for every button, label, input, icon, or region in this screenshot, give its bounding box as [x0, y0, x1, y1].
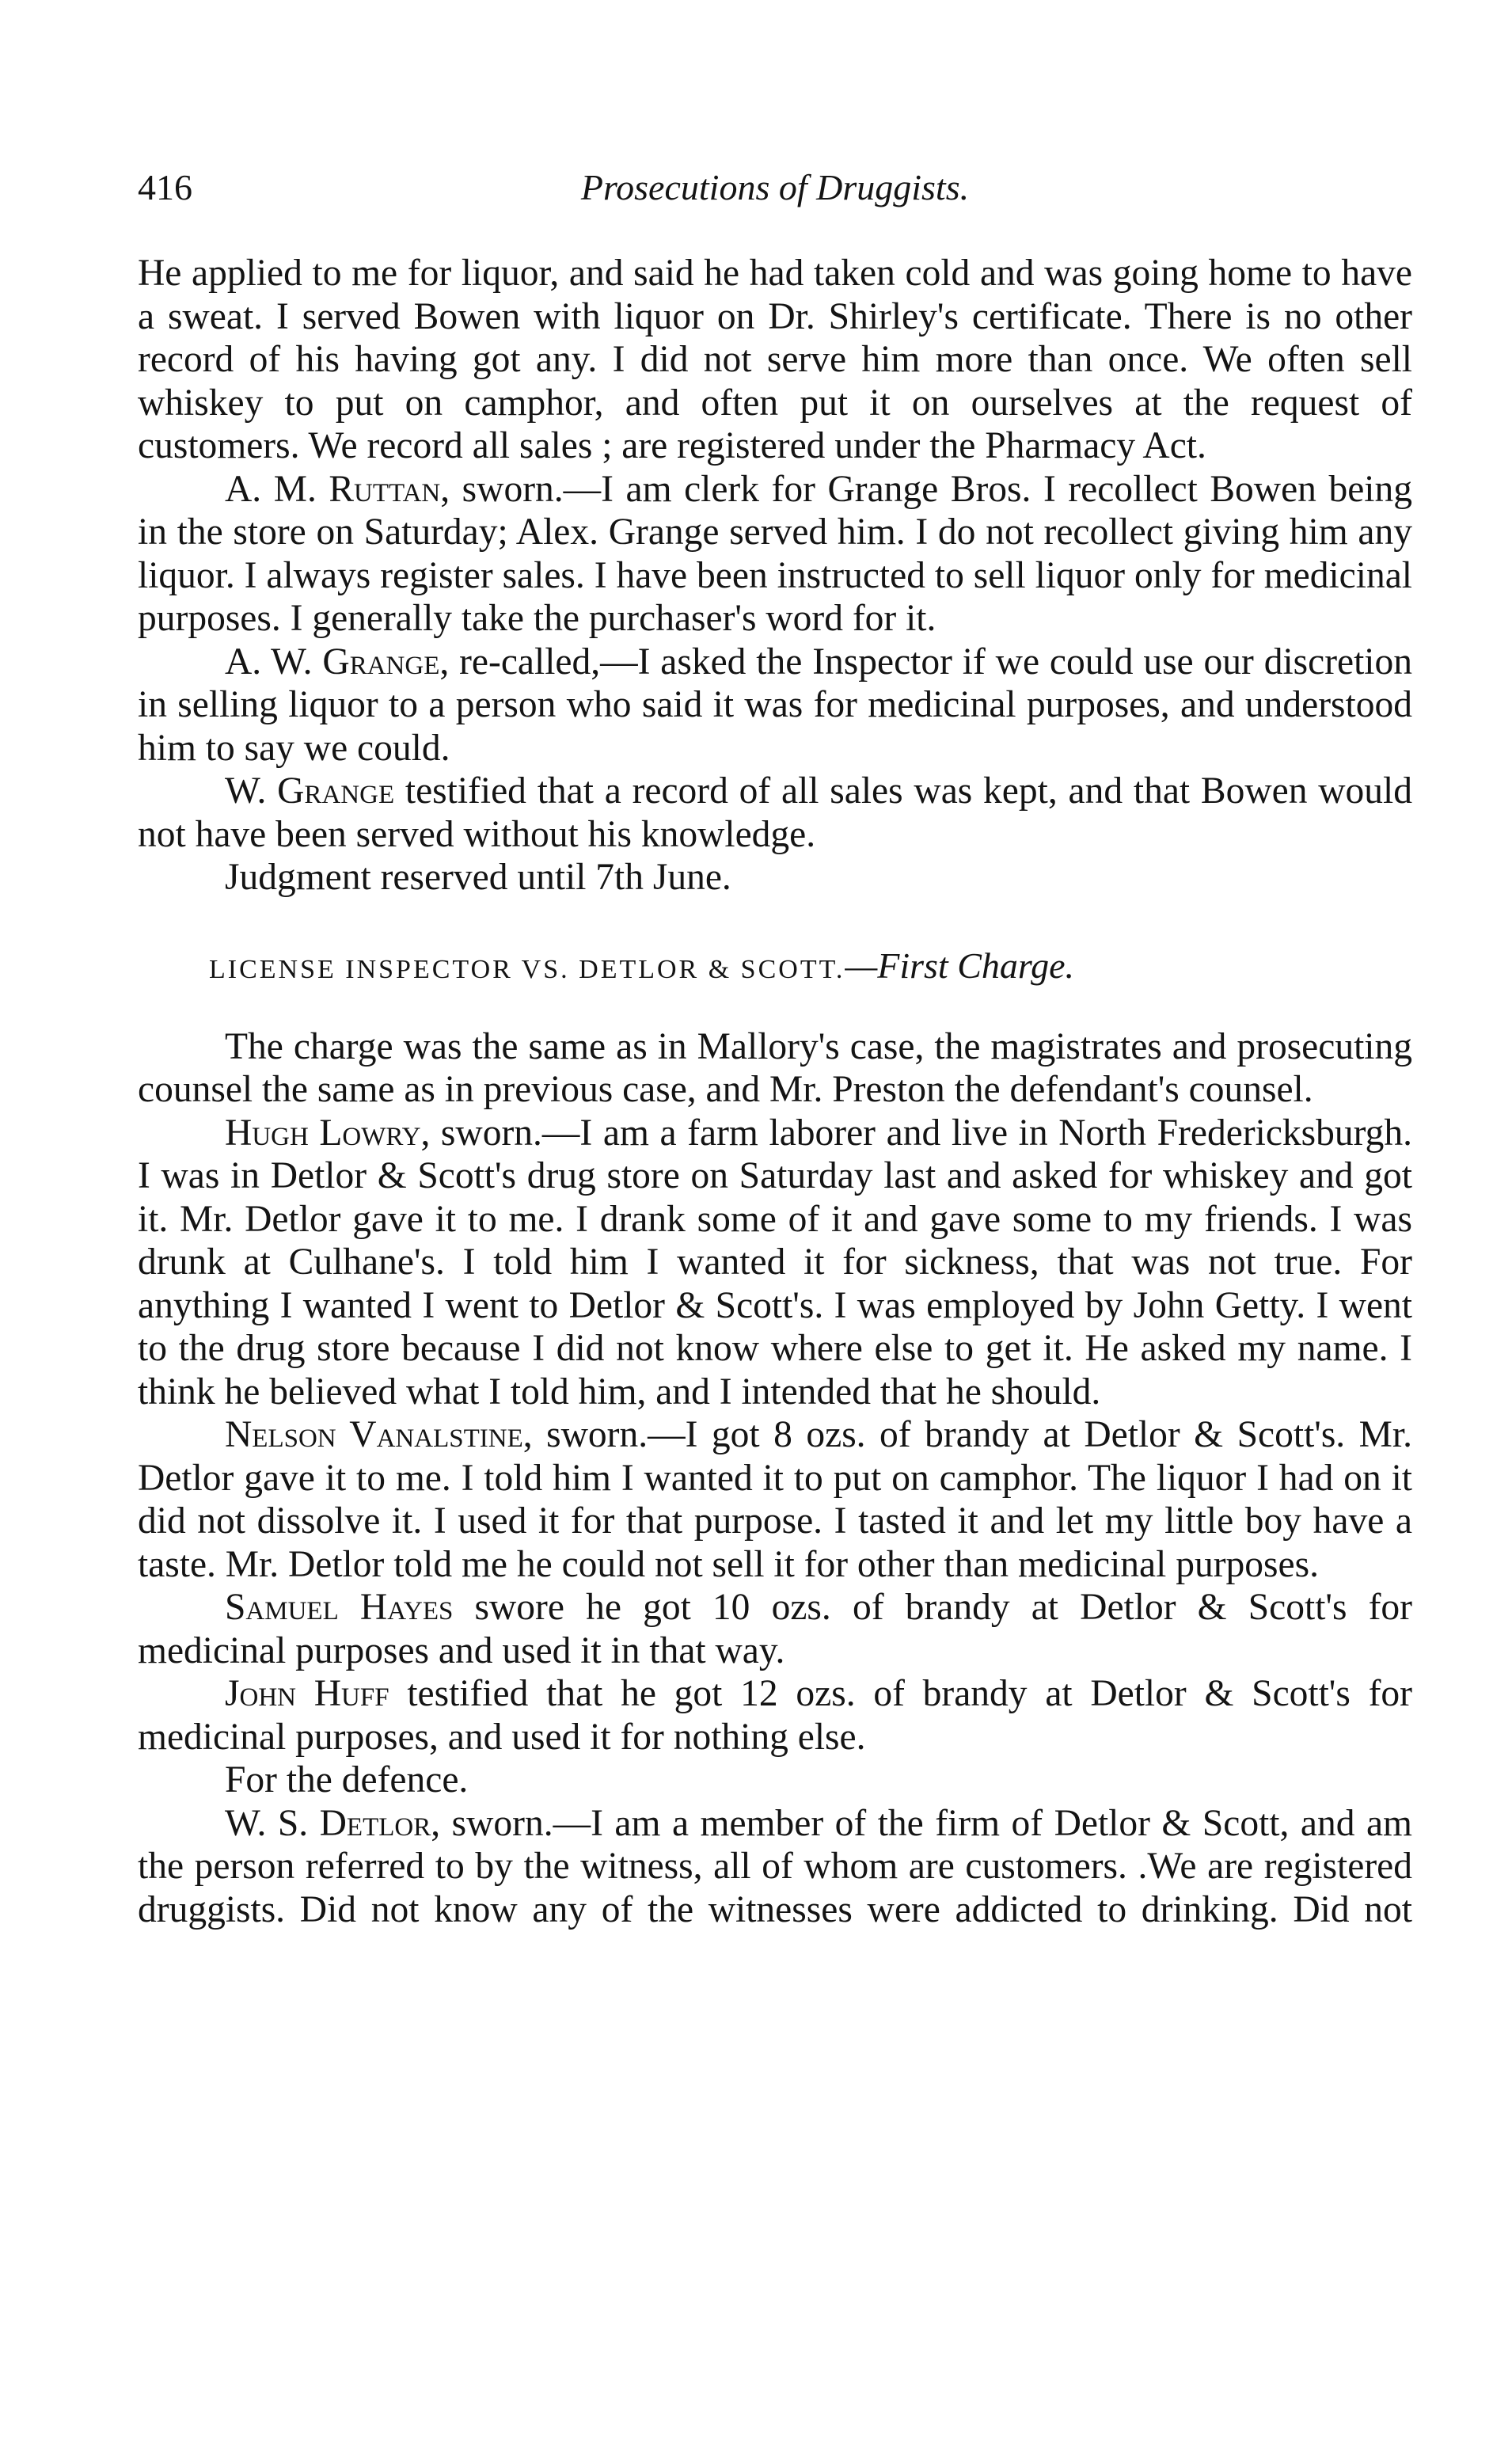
- paragraph-judgment: [138, 856, 1412, 899]
- paragraph-defence: [138, 1759, 1412, 1802]
- paragraph-testimony-huff: [138, 1672, 1412, 1759]
- body-text: [138, 252, 1412, 1931]
- paragraph-text: , re-called,—I asked the Inspector if we could use our discretion in selling liquor to a person who said it was for medicinal purposes, and understood him to say we could.: [138, 641, 1413, 769]
- paragraph-testimony-a-w-grange: [138, 641, 1412, 770]
- paragraph-charge-description: [138, 1025, 1412, 1112]
- paragraph-text: , sworn.—I am a member of the firm of Detlor & Scott, and am the person referred to by the witness, all of whom are customers. .We are registered druggists. Did not know any of the witnesses were addicted to drinking. Did not: [138, 1802, 1412, 1930]
- witness-name: Nelson Vanalstine: [225, 1414, 523, 1455]
- paragraph-testimony-vanalstine: [138, 1413, 1412, 1586]
- paragraph-testimony-w-grange: [138, 770, 1412, 856]
- paragraph-text: , sworn.—I am a farm laborer and live in North Fredericksburgh. I was in Detlor & Scott's drug store on Saturday last and asked for whiskey and got it. Mr. Detlor gave it to me. I drank some of it and gave some to my friends. I was drunk at Culhane's. I told him I wanted it for sickness, that was not true. For anything I wanted I went to Detlor & Scott's. I was employed by John Getty. I went to the drug store because I did not know where else to get it. He asked my name. I think he believed what I told him, and I intended that he should.: [138, 1112, 1413, 1413]
- paragraph-text: Judgment reserved until 7th June.: [225, 857, 731, 898]
- paragraph-continuation: [138, 252, 1412, 468]
- paragraph-testimony-lowry: [138, 1112, 1412, 1414]
- page-header: [138, 166, 1412, 214]
- paragraph-text: The charge was the same as in Mallory's case, the magistrates and prosecuting counsel the same as in previous case, and Mr. Preston the defendant's counsel.: [138, 1025, 1412, 1110]
- section-heading: [138, 942, 1412, 994]
- paragraph-text: swore he got 10 ozs. of brandy at Detlor & Scott's for medicinal purposes and used it in that way.: [138, 1587, 1412, 1671]
- paragraph-text: He applied to me for liquor, and said he had taken cold and was going home to have a sweat. I served Bowen with liquor on Dr. Shirley's certificate. There is no other record of his having got any. I did not serve him more than once. We often sell whiskey to put on camphor, and often put it on ourselves at the request of customers. We record all sales ; are registered under the Pharmacy Act.: [138, 253, 1412, 466]
- witness-name: Hugh Lowry: [225, 1112, 421, 1154]
- witness-name: John Huff: [225, 1673, 389, 1714]
- paragraph-text: testified that a record of all sales was kept, and that Bowen would not have been served without his knowledge.: [138, 770, 1412, 855]
- witness-name: W. Grange: [225, 770, 395, 812]
- running-title: Prosecutions of Druggists.: [580, 167, 970, 207]
- witness-name: Samuel Hayes: [225, 1587, 454, 1628]
- witness-name: A. M. Ruttan: [225, 468, 441, 510]
- paragraph-text: For the defence.: [225, 1759, 469, 1800]
- paragraph-text: , sworn.—I am clerk for Grange Bros. I recollect Bowen being in the store on Saturday; Alex. Grange served him. I do not recollect giving him any liquor. I always register sales. I have been instructed to sell liquor only for medicinal purposes. I generally take the purchaser's word for it.: [138, 468, 1412, 639]
- page-number: 416: [138, 167, 192, 207]
- witness-name: W. S. Detlor: [225, 1802, 431, 1844]
- paragraph-text: testified that he got 12 ozs. of brandy at Detlor & Scott's for medicinal purposes, and used it for nothing else.: [138, 1673, 1412, 1758]
- section-heading-charge: —First Charge.: [845, 945, 1074, 986]
- paragraph-testimony-detlor: [138, 1802, 1412, 1932]
- paragraph-testimony-ruttan: [138, 468, 1412, 641]
- witness-name: A. W. Grange: [225, 641, 440, 683]
- paragraph-testimony-hayes: [138, 1586, 1412, 1672]
- section-heading-caps: LICENSE INSPECTOR VS. DETLOR & SCOTT.: [209, 954, 845, 984]
- paragraph-text: , sworn.—I got 8 ozs. of brandy at Detlor & Scott's. Mr. Detlor gave it to me. I told him I wanted it to put on camphor. The liquor I had on it did not dissolve it. I used it for that purpose. I tasted it and let my little boy have a taste. Mr. Detlor told me he could not sell it for other than medicinal purposes.: [138, 1414, 1412, 1585]
